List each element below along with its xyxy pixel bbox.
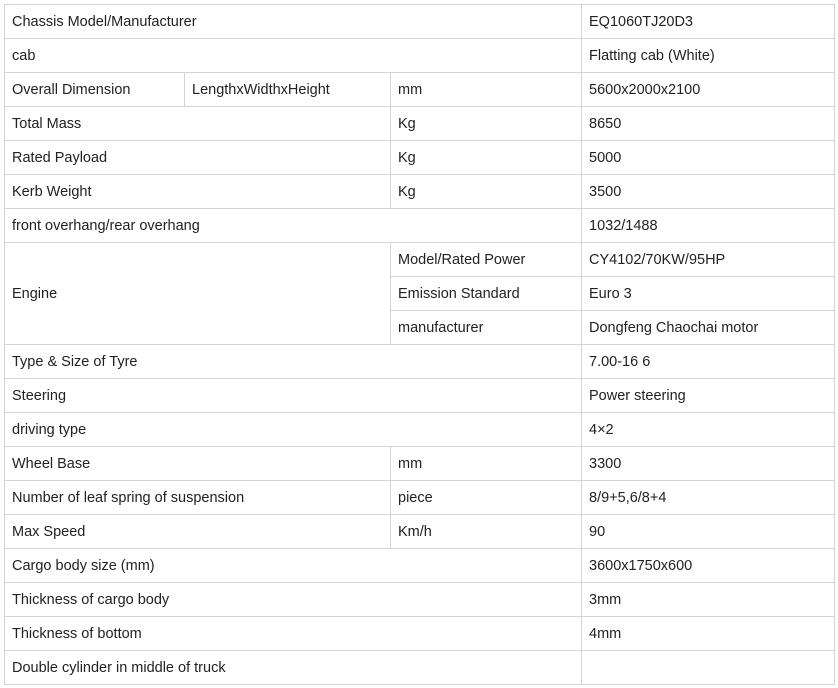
spec-unit: Kg xyxy=(391,175,582,209)
spec-value: 3300 xyxy=(582,447,835,481)
spec-label: Cargo body size (mm) xyxy=(5,549,582,583)
table-row xyxy=(5,345,835,379)
spec-value: 90 xyxy=(582,515,835,549)
spec-label: Number of leaf spring of suspension xyxy=(5,481,391,515)
spec-unit: Km/h xyxy=(391,515,582,549)
engine-item-name: Emission Standard xyxy=(391,277,582,311)
spec-value: EQ1060TJ20D3 xyxy=(582,5,835,39)
spec-unit: Kg xyxy=(391,141,582,175)
spec-value xyxy=(582,651,835,685)
table-row xyxy=(5,141,835,175)
table-row xyxy=(5,209,835,243)
table-row xyxy=(5,549,835,583)
table-row xyxy=(5,73,835,107)
table-row xyxy=(5,617,835,651)
spec-value: 4×2 xyxy=(582,413,835,447)
table-row xyxy=(5,481,835,515)
spec-value: 3mm xyxy=(582,583,835,617)
spec-unit: Kg xyxy=(391,107,582,141)
spec-label: Kerb Weight xyxy=(5,175,391,209)
engine-item-name: Model/Rated Power xyxy=(391,243,582,277)
spec-label: Wheel Base xyxy=(5,447,391,481)
table-row xyxy=(5,175,835,209)
spec-label: Max Speed xyxy=(5,515,391,549)
spec-label: Steering xyxy=(5,379,582,413)
spec-label: driving type xyxy=(5,413,582,447)
spec-unit: piece xyxy=(391,481,582,515)
spec-value: 8650 xyxy=(582,107,835,141)
spec-value: 3500 xyxy=(582,175,835,209)
spec-sublabel: LengthxWidthxHeight xyxy=(185,73,391,107)
spec-value: Flatting cab (White) xyxy=(582,39,835,73)
spec-value: 8/9+5,6/8+4 xyxy=(582,481,835,515)
spec-label: Overall Dimension xyxy=(5,73,185,107)
specification-table xyxy=(4,4,835,685)
spec-value: 4mm xyxy=(582,617,835,651)
spec-value: 5000 xyxy=(582,141,835,175)
spec-unit: mm xyxy=(391,447,582,481)
engine-item-value: Dongfeng Chaochai motor xyxy=(582,311,835,345)
table-row xyxy=(5,39,835,73)
spec-label: cab xyxy=(5,39,582,73)
spec-value: 3600x1750x600 xyxy=(582,549,835,583)
spec-label: front overhang/rear overhang xyxy=(5,209,582,243)
spec-value: 7.00-16 6 xyxy=(582,345,835,379)
table-row xyxy=(5,515,835,549)
table-row xyxy=(5,5,835,39)
spec-value: Power steering xyxy=(582,379,835,413)
engine-item-value: Euro 3 xyxy=(582,277,835,311)
spec-label: Chassis Model/Manufacturer xyxy=(5,5,582,39)
spec-label: Double cylinder in middle of truck xyxy=(5,651,582,685)
spec-label: Rated Payload xyxy=(5,141,391,175)
table-row xyxy=(5,379,835,413)
spec-value: 5600x2000x2100 xyxy=(582,73,835,107)
engine-item-value: CY4102/70KW/95HP xyxy=(582,243,835,277)
table-row xyxy=(5,107,835,141)
spec-unit: mm xyxy=(391,73,582,107)
table-row xyxy=(5,243,835,277)
spec-label: Type & Size of Tyre xyxy=(5,345,582,379)
table-row xyxy=(5,583,835,617)
spec-label: Total Mass xyxy=(5,107,391,141)
engine-item-name: manufacturer xyxy=(391,311,582,345)
spec-value: 1032/1488 xyxy=(582,209,835,243)
table-row xyxy=(5,447,835,481)
table-row xyxy=(5,651,835,685)
spec-label: Thickness of bottom xyxy=(5,617,582,651)
spec-label: Thickness of cargo body xyxy=(5,583,582,617)
table-row xyxy=(5,413,835,447)
spec-label-engine: Engine xyxy=(5,243,391,345)
